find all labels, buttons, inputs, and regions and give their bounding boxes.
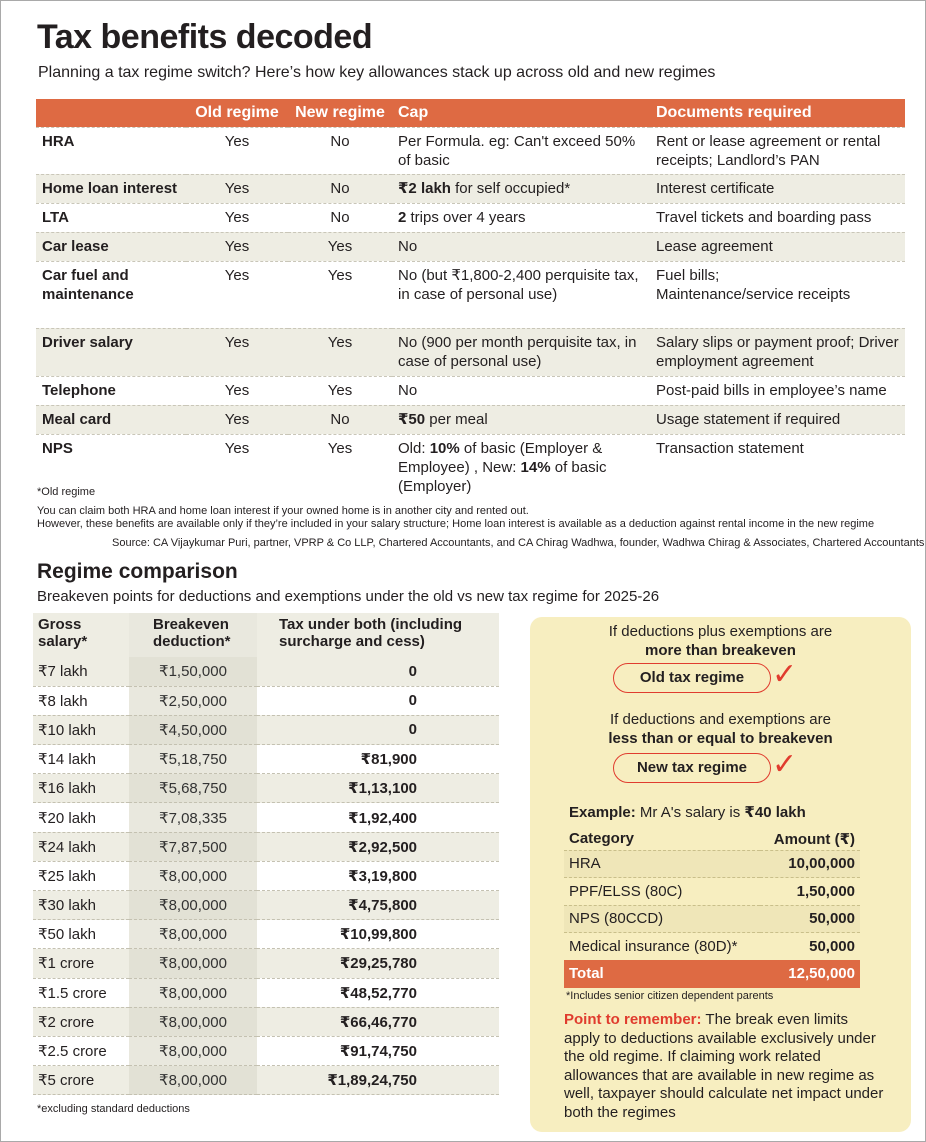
example-label: Example: [569,804,636,821]
example-text: Mr A's salary is [635,804,745,821]
allowance-row [36,203,905,232]
gross-salary-cell: ₹24 lakh [33,832,129,861]
breakeven-cell: ₹7,08,335 [129,803,257,832]
tax-cell: ₹66,46,770 [257,1007,499,1036]
allowance-row [36,261,905,328]
cap-value: No [392,232,650,261]
documents-value [650,261,905,328]
documents-value: Rent or lease agreement or rental receipts; Landlord’s PAN [650,127,905,174]
source-note: Source: CA Vijaykumar Puri, partner, VPRP & Co LLP, Chartered Accountants, and CA Chirag Wadhwa, founder, Wadhwa Chirag & Associates, Chartered Accountants [112,537,925,549]
gross-salary-cell: ₹16 lakh [33,774,129,803]
page-title: Tax benefits decoded [37,18,373,56]
example-header-row [564,828,860,850]
total-amount: 12,50,000 [760,960,860,988]
header-allowance [36,99,186,127]
category-cell: Medical insurance (80D)* [564,933,760,961]
cap-bold: 2 [398,208,407,226]
category-cell: NPS (80CCD) [564,905,760,933]
new-regime-value: Yes [288,434,392,496]
new-regime-value: No [288,127,392,174]
gross-salary-cell: ₹50 lakh [33,920,129,949]
cap-bold: ₹2 lakh [398,179,451,197]
new-regime-value: Yes [288,261,392,328]
breakeven-cell: ₹8,00,000 [129,861,257,890]
allowance-row [36,434,905,496]
gross-salary-cell: ₹5 crore [33,1066,129,1095]
breakeven-cell: ₹7,87,500 [129,832,257,861]
breakeven-row [33,686,499,715]
breakeven-cell: ₹8,00,000 [129,891,257,920]
header-breakeven: Breakeven deduction* [129,613,257,657]
documents-value: Interest certificate [650,174,905,203]
documents-value: Salary slips or payment proof; Driver employment agreement [650,328,905,376]
gross-salary-cell: ₹20 lakh [33,803,129,832]
point-label: Point to remember: [564,1011,702,1028]
new-regime-value: No [288,174,392,203]
amount-cell: 50,000 [760,905,860,933]
gross-salary-cell: ₹2.5 crore [33,1036,129,1065]
breakeven-row [33,774,499,803]
header-old-regime: Old regime [186,99,288,127]
tax-cell: ₹4,75,800 [257,891,499,920]
breakeven-row [33,1036,499,1065]
cap-text: trips over 4 years [406,208,526,226]
tax-cell: ₹1,13,100 [257,774,499,803]
check-icon: ✓ [772,658,798,691]
total-label: Total [564,960,760,988]
less-line-1: If deductions and exemptions are [610,711,831,728]
allowance-name: Telephone [36,376,186,405]
allowance-name: Car fuel and maintenance [36,261,186,328]
example-line [569,803,806,821]
allowance-name: Driver salary [36,328,186,376]
cap-value: No (900 per month perquisite tax, in case of personal use) [392,328,650,376]
breakeven-cell: ₹2,50,000 [129,686,257,715]
breakeven-row [33,657,499,686]
allowance-name: HRA [36,127,186,174]
tax-cell: ₹1,89,24,750 [257,1066,499,1095]
cap-value [392,434,650,496]
comparison-title: Regime comparison [37,560,238,583]
allowance-row [36,174,905,203]
category-cell: HRA [564,850,760,878]
header-gross-salary: Gross salary* [33,613,129,657]
gross-salary-cell: ₹14 lakh [33,745,129,774]
header-tax: Tax under both (including surcharge and cess) [257,613,499,657]
allowances-table [36,99,905,496]
cap-bold: 10% [429,439,460,457]
documents-value: Lease agreement [650,232,905,261]
breakeven-table [33,613,499,1095]
old-regime-value: Yes [186,232,288,261]
tax-cell: ₹91,74,750 [257,1036,499,1065]
documents-line: Fuel bills; [656,266,720,284]
breakeven-row [33,1066,499,1095]
breakeven-cell: ₹5,18,750 [129,745,257,774]
breakeven-row [33,745,499,774]
tax-cell: ₹3,19,800 [257,861,499,890]
cap-text: per meal [425,410,488,428]
allowance-name: Home loan interest [36,174,186,203]
tax-cell: ₹29,25,780 [257,949,499,978]
example-total-row [564,960,860,988]
cap-value [392,203,650,232]
allowances-header-row [36,99,905,127]
example-row [564,850,860,878]
old-regime-pill: Old tax regime [613,663,771,693]
breakeven-row [33,715,499,744]
gross-salary-cell: ₹1.5 crore [33,978,129,1007]
header-amount: Amount (₹) [773,830,855,848]
new-regime-value: No [288,203,392,232]
example-table [564,828,860,988]
breakeven-cell: ₹8,00,000 [129,949,257,978]
example-row [564,933,860,961]
allowance-row [36,328,905,376]
gross-salary-cell: ₹8 lakh [33,686,129,715]
category-cell: PPF/ELSS (80C) [564,878,760,906]
breakeven-cell: ₹1,50,000 [129,657,257,686]
breakeven-cell: ₹8,00,000 [129,1007,257,1036]
tax-cell: 0 [257,715,499,744]
breakeven-row [33,803,499,832]
tax-cell: ₹10,99,800 [257,920,499,949]
breakeven-row [33,832,499,861]
more-line-2: more than breakeven [645,642,796,659]
comparison-subtitle: Breakeven points for deductions and exemptions under the old vs new tax regime for 2025-26 [37,588,660,605]
footnote-line-2: However, these benefits are available only if they’re included in your salary structure; Home loan interest is available as a deduction against rental income in the new regime [37,518,875,530]
allowance-row [36,127,905,174]
footnote-old-regime: *Old regime [37,486,96,498]
allowance-row [36,376,905,405]
tax-cell: ₹1,92,400 [257,803,499,832]
allowance-name: LTA [36,203,186,232]
gross-salary-cell: ₹30 lakh [33,891,129,920]
example-footnote: *Includes senior citizen dependent parents [566,990,774,1002]
cap-value: Per Formula. eg: Can't exceed 50% of basic [392,127,650,174]
breakeven-row [33,1007,499,1036]
allowance-row [36,405,905,434]
old-regime-value: Yes [186,376,288,405]
breakeven-cell: ₹8,00,000 [129,978,257,1007]
cap-value [392,174,650,203]
header-documents: Documents required [650,99,905,127]
gross-salary-cell: ₹2 crore [33,1007,129,1036]
gross-salary-cell: ₹1 crore [33,949,129,978]
tax-cell: ₹81,900 [257,745,499,774]
cap-value: No (but ₹1,800-2,400 perquisite tax, in case of personal use) [392,261,650,328]
breakeven-row [33,949,499,978]
new-regime-value: Yes [288,328,392,376]
header-category: Category [569,830,635,848]
cap-text: for self occupied* [450,179,571,197]
allowance-row [36,232,905,261]
example-row [564,878,860,906]
old-regime-value: Yes [186,261,288,328]
old-regime-value: Yes [186,127,288,174]
breakeven-row [33,861,499,890]
breakeven-cell: ₹8,00,000 [129,920,257,949]
example-salary: ₹40 lakh [744,804,806,821]
tax-cell: ₹2,92,500 [257,832,499,861]
cap-value [392,405,650,434]
breakeven-row [33,920,499,949]
more-line-1: If deductions plus exemptions are [608,623,833,640]
documents-value: Usage statement if required [650,405,905,434]
gross-salary-cell: ₹7 lakh [33,657,129,686]
point-text: The break even limits apply to deductions available exclusively under the old regime. If claiming work related allowances that are available in new regime as well, taxpayer should calculate net impact under both the regimes [564,1011,884,1121]
breakeven-row [33,891,499,920]
old-regime-value: Yes [186,434,288,496]
cap-bold: 14% [520,458,551,476]
breakeven-header-row [33,613,499,657]
documents-value: Travel tickets and boarding pass [650,203,905,232]
new-regime-value: No [288,405,392,434]
amount-cell: 1,50,000 [760,878,860,906]
documents-value: Transaction statement [650,434,905,496]
point-to-remember [564,1011,884,1122]
gross-salary-cell: ₹25 lakh [33,861,129,890]
comparison-footnote: *excluding standard deductions [37,1103,190,1115]
tax-cell: 0 [257,686,499,715]
breakeven-cell: ₹8,00,000 [129,1036,257,1065]
amount-cell: 50,000 [760,933,860,961]
cap-text: Old: [398,439,430,457]
breakeven-cell: ₹8,00,000 [129,1066,257,1095]
old-regime-value: Yes [186,328,288,376]
old-regime-value: Yes [186,174,288,203]
cap-bold: ₹50 [398,410,426,428]
new-regime-value: Yes [288,232,392,261]
cap-value: No [392,376,650,405]
breakeven-cell: ₹4,50,000 [129,715,257,744]
allowance-name: Meal card [36,405,186,434]
header-new-regime: New regime [288,99,392,127]
amount-cell: 10,00,000 [760,850,860,878]
allowance-name: Car lease [36,232,186,261]
documents-value: Post-paid bills in employee’s name [650,376,905,405]
old-regime-value: Yes [186,203,288,232]
check-icon: ✓ [772,748,798,781]
documents-line: Maintenance/service receipts [656,285,851,303]
cap-text: of basic (Employer & Employee) , New: [398,439,603,476]
breakeven-cell: ₹5,68,750 [129,774,257,803]
cap-text: of basic (Employer) [398,458,607,495]
page-subtitle: Planning a tax regime switch? Here’s how key allowances stack up across old and new regimes [38,64,716,81]
new-regime-pill: New tax regime [613,753,771,783]
footnote-line-1: You can claim both HRA and home loan interest if your owned home is in another city and rented out. [37,505,529,517]
gross-salary-cell: ₹10 lakh [33,715,129,744]
breakeven-row [33,978,499,1007]
header-cap: Cap [392,99,650,127]
example-row [564,905,860,933]
allowance-name: NPS [36,434,186,496]
old-regime-value: Yes [186,405,288,434]
less-line-2: less than or equal to breakeven [608,730,833,747]
regime-guide-box [530,617,911,1132]
new-regime-value: Yes [288,376,392,405]
tax-cell: ₹48,52,770 [257,978,499,1007]
tax-cell: 0 [257,657,499,686]
